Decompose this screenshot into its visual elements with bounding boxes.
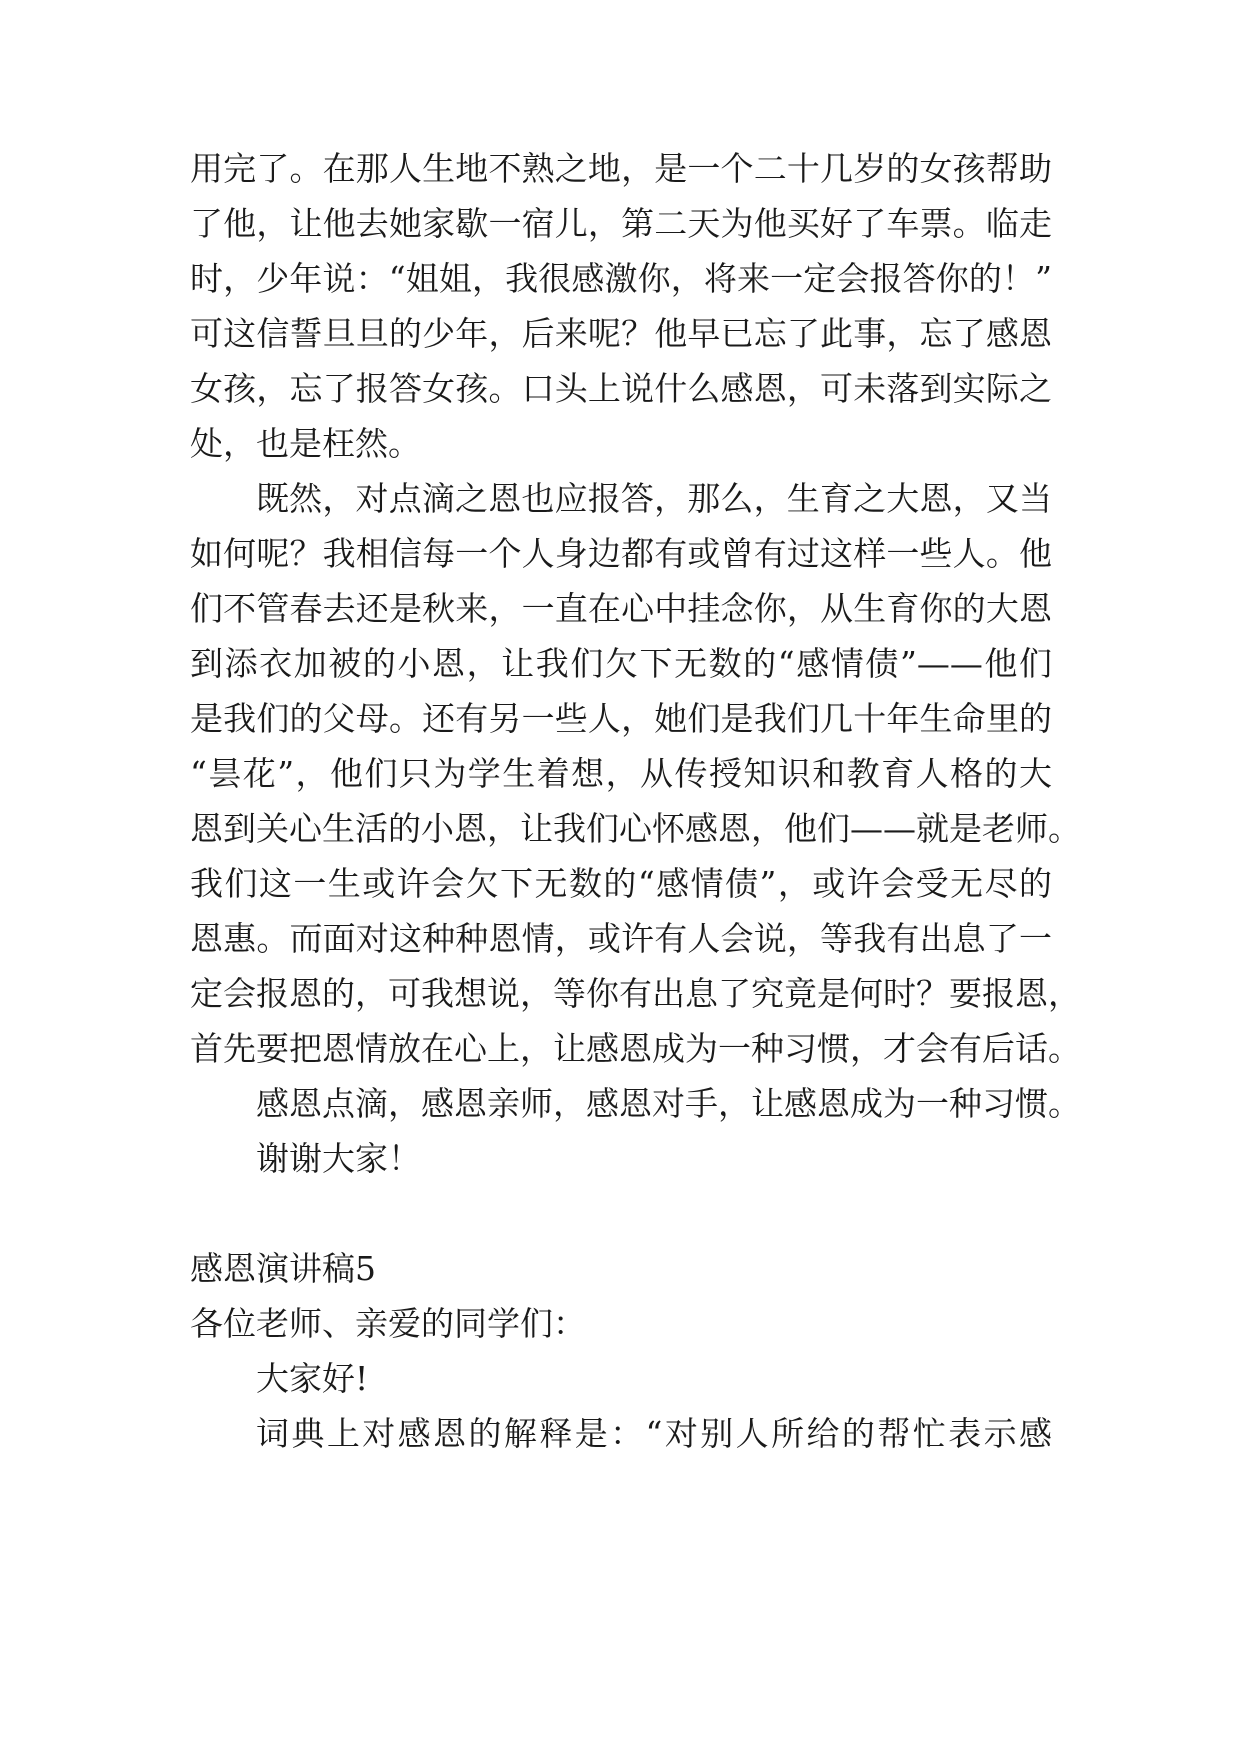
- paragraph-line: 用完了。在那人生地不熟之地，是一个二十几岁的女孩帮助: [190, 149, 1052, 188]
- paragraph-line: 女孩，忘了报答女孩。口头上说什么感恩，可未落到实际之: [190, 369, 1052, 408]
- paragraph-line: 可这信誓旦旦的少年，后来呢？他早已忘了此事，忘了感恩: [190, 314, 1052, 353]
- salutation: 各位老师、亲爱的同学们：: [190, 1304, 586, 1343]
- paragraph-line: 我们这一生或许会欠下无数的“感情债”，或许会受无尽的: [190, 864, 1052, 903]
- paragraph-line: “昙花”，他们只为学生着想，从传授知识和教育人格的大: [190, 754, 1052, 793]
- section-title: 感恩演讲稿5: [190, 1249, 376, 1288]
- paragraph-line: 了他，让他去她家歇一宿儿，第二天为他买好了车票。临走: [190, 204, 1052, 243]
- paragraph-line: 是我们的父母。还有另一些人，她们是我们几十年生命里的: [190, 699, 1052, 738]
- greeting: 大家好!: [256, 1359, 369, 1398]
- paragraph-line: 到添衣加被的小恩，让我们欠下无数的“感情债”——他们: [190, 644, 1052, 683]
- paragraph-line: 首先要把恩情放在心上，让感恩成为一种习惯，才会有后话。: [190, 1029, 1081, 1068]
- paragraph-line: 们不管春去还是秋来，一直在心中挂念你，从生育你的大恩: [190, 589, 1052, 628]
- paragraph-line: 定会报恩的，可我想说，等你有出息了究竟是何时？要报恩，: [190, 974, 1081, 1013]
- paragraph-line: 既然，对点滴之恩也应报答，那么，生育之大恩，又当: [256, 479, 1052, 518]
- closing-line: 感恩点滴，感恩亲师，感恩对手，让感恩成为一种习惯。: [256, 1084, 1081, 1123]
- paragraph-line: 时，少年说：“姐姐，我很感激你，将来一定会报答你的！”: [190, 259, 1052, 298]
- paragraph-line: 恩到关心生活的小恩，让我们心怀感恩，他们——就是老师。: [190, 809, 1081, 848]
- paragraph-line: 词典上对感恩的解释是：“对别人所给的帮忙表示感: [256, 1414, 1052, 1453]
- paragraph-line: 恩惠。而面对这种种恩情，或许有人会说，等我有出息了一: [190, 919, 1052, 958]
- paragraph-line: 如何呢？我相信每一个人身边都有或曾有过这样一些人。他: [190, 534, 1052, 573]
- thanks-line: 谢谢大家！: [256, 1139, 421, 1178]
- paragraph-line: 处，也是枉然。: [190, 424, 421, 463]
